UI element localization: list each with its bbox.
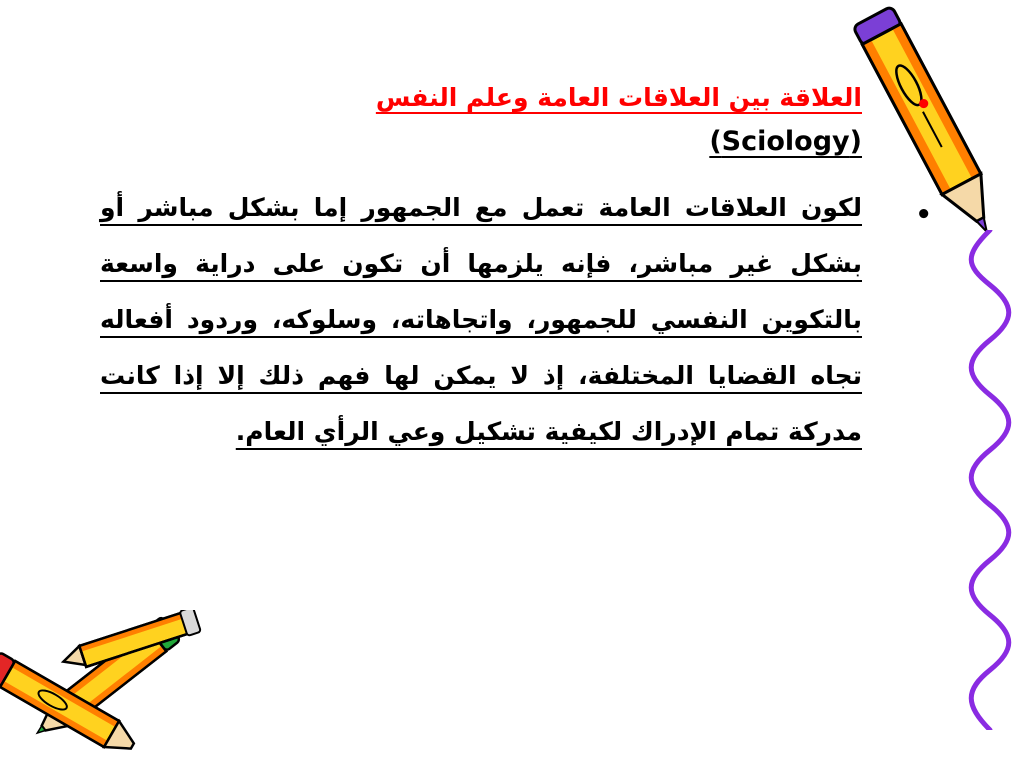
body-block bbox=[100, 180, 932, 460]
bullet-icon: • bbox=[915, 200, 932, 230]
slide-body-text: لكون العلاقات العامة تعمل مع الجمهور إما بشكل مباشر أو بشكل غير مباشر، فإنه يلزمها أن تكون على دراية واسعة بالتكوين النفسي للجمهور، واتجاهاته، وسلوكه، وردود أفعاله تجاه القضايا المختلفة، إذ لا يمكن لها فهم ذلك إلا إذا كانت مدركة تمام الإدراك لكيفية تشكيل وعي الرأي العام. bbox=[100, 193, 862, 446]
slide-content bbox=[100, 78, 932, 460]
slide-heading: العلاقة بين العلاقات العامة وعلم النفس bbox=[375, 83, 862, 112]
bullet-icon: • bbox=[915, 90, 932, 120]
wavy-line bbox=[960, 230, 1020, 730]
pencils-icon bbox=[0, 610, 210, 760]
slide-subheading: (Sciology) bbox=[709, 126, 862, 157]
heading-block bbox=[100, 78, 932, 162]
